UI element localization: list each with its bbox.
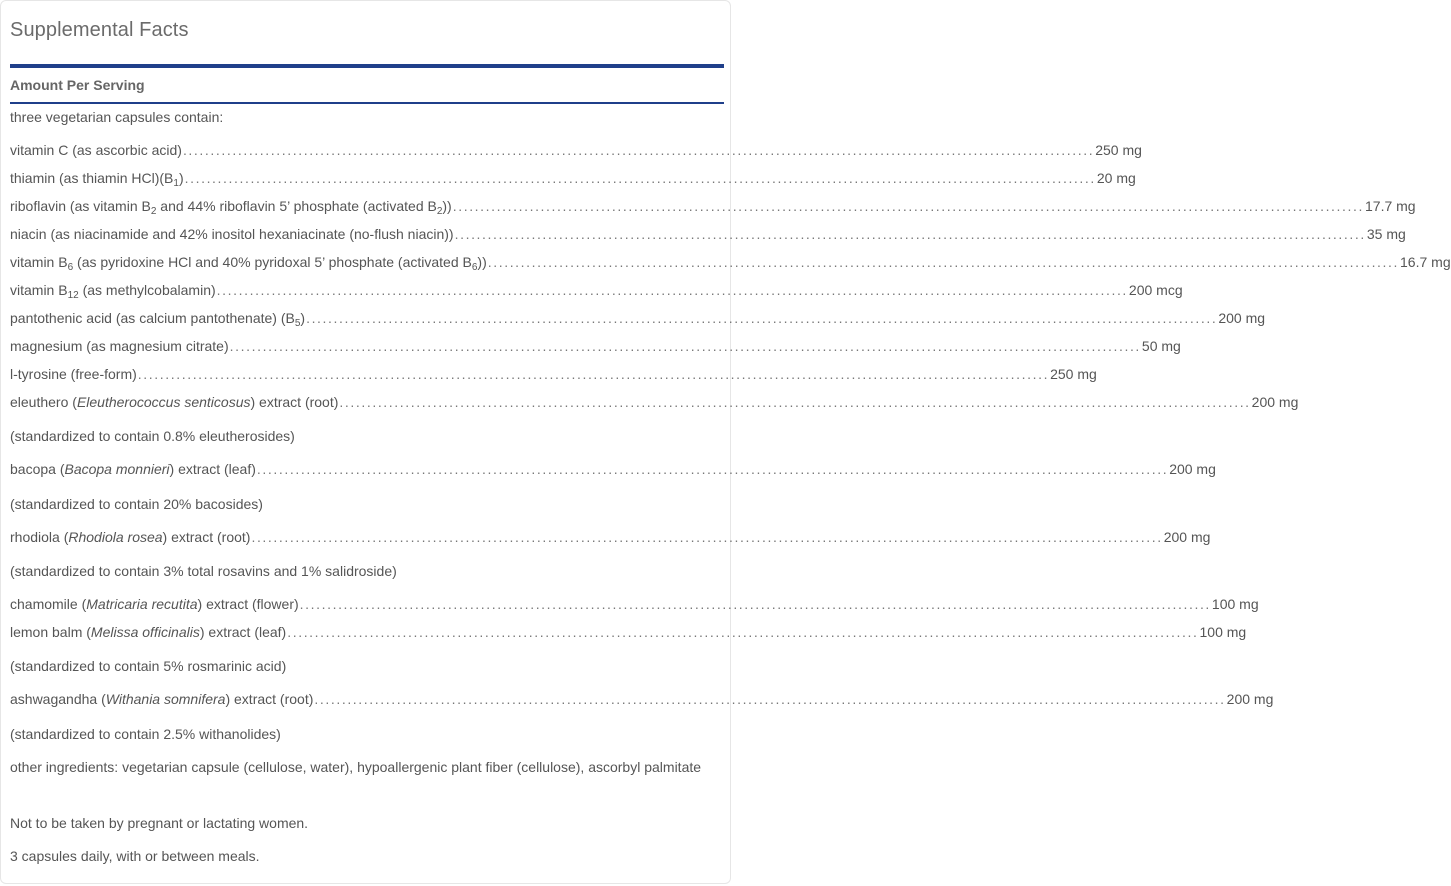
ingredient-amount: 250 mg: [1095, 142, 1142, 158]
ingredient-name: pantothenic acid (as calcium pantothenate) $(B_5)$: [10, 310, 306, 329]
ingredient-name: thiamin (as thiamin $HCl)(B_1)$: [10, 170, 184, 189]
ingredient-name: ashwagandha (Withania somnifera) extract (root): [10, 691, 314, 707]
standardization-note: (standardized to contain 3% total rosavins and 1% salidroside): [10, 563, 397, 579]
dot-leader: ......................................................................................................................................................................: [287, 624, 1199, 640]
ingredient-row-vitamin-b6: [10, 252, 1451, 273]
ingredient-name: chamomile (Matricaria recutita) extract (flower): [10, 596, 299, 612]
ingredient-name: riboflavin (as vitamin $B_2$ and 44% riboflavin 5’ phosphate (activated $B_2$)): [10, 198, 452, 217]
ingredient-amount: 20 mg: [1096, 170, 1136, 186]
dot-leader: ......................................................................................................................................................................: [184, 170, 1096, 186]
ingredient-row-ashwagandha: [10, 689, 1274, 709]
ingredient-amount: 17.7 mg: [1365, 198, 1416, 214]
ingredient-name: eleuthero (Eleutherococcus senticosus) extract (root): [10, 394, 339, 410]
ingredient-amount: 200 mg: [1218, 310, 1266, 326]
dot-leader: ......................................................................................................................................................................: [216, 282, 1128, 298]
ingredient-row-vitamin-c: [10, 140, 1142, 160]
ingredient-amount: 250 mg: [1050, 366, 1097, 382]
dot-leader: ......................................................................................................................................................................: [256, 461, 1169, 477]
ingredient-amount: 200 mg: [1169, 461, 1216, 477]
ingredient-name: niacin (as niacinamide and 42% inositol hexaniacinate (no-flush niacin)): [10, 226, 454, 242]
pregnancy-warning: Not to be taken by pregnant or lactating women.: [10, 815, 309, 831]
ingredient-name: bacopa (Bacopa monnieri) extract (leaf): [10, 461, 256, 477]
dot-leader: ......................................................................................................................................................................: [299, 596, 1211, 612]
other-ingredients: other ingredients: vegetarian capsule (cellulose, water), hypoallergenic plant fiber (cellulose), ascorbyl palmitate: [10, 759, 702, 775]
dot-leader: ......................................................................................................................................................................: [452, 198, 1364, 214]
dot-leader: ......................................................................................................................................................................: [229, 338, 1141, 354]
dot-leader: ......................................................................................................................................................................: [182, 142, 1095, 158]
ingredient-row-thiamin: [10, 168, 1136, 189]
standardization-note: (standardized to contain 2.5% withanolides): [10, 726, 281, 742]
ingredient-row-rhodiola: [10, 527, 1211, 547]
thin-divider: [10, 102, 724, 104]
dot-leader: ......................................................................................................................................................................: [251, 529, 1163, 545]
ingredient-name: vitamin $B_{12}$ (as methylcobalamin): [10, 282, 216, 301]
ingredient-name: vitamin $B_6$ (as pyridoxine HCl and 40% pyridoxal 5’ phosphate (activated $B_6$)): [10, 254, 487, 273]
dot-leader: ......................................................................................................................................................................: [314, 691, 1226, 707]
ingredient-row-l-tyrosine: [10, 364, 1097, 384]
ingredient-row-niacin: [10, 224, 1406, 244]
ingredient-row-vitamin-b12: [10, 280, 1183, 301]
ingredient-name: vitamin C (as ascorbic acid): [10, 142, 182, 158]
ingredient-amount: 16.7 mg: [1400, 254, 1451, 270]
ingredient-amount: 50 mg: [1141, 338, 1181, 354]
ingredient-amount: 200 mcg: [1128, 282, 1183, 298]
ingredient-row-chamomile: [10, 594, 1259, 614]
standardization-note: (standardized to contain 0.8% eleutherosides): [10, 428, 295, 444]
ingredient-row-lemon-balm: [10, 622, 1247, 642]
ingredient-row-pantothenic-acid: [10, 308, 1266, 329]
directions: 3 capsules daily, with or between meals.: [10, 848, 260, 864]
ingredient-amount: 35 mg: [1366, 226, 1406, 242]
ingredient-name: lemon balm (Melissa officinalis) extract (leaf): [10, 624, 287, 640]
panel-title: Supplemental Facts: [10, 19, 189, 41]
ingredient-amount: 200 mg: [1226, 691, 1274, 707]
ingredient-amount: 100 mg: [1199, 624, 1247, 640]
ingredient-amount: 200 mg: [1251, 394, 1299, 410]
standardization-note: (standardized to contain 20% bacosides): [10, 496, 263, 512]
standardization-note: (standardized to contain 5% rosmarinic acid): [10, 658, 287, 674]
serving-note: three vegetarian capsules contain:: [10, 109, 224, 125]
thick-divider: [10, 64, 724, 68]
dot-leader: ......................................................................................................................................................................: [306, 310, 1218, 326]
ingredient-row-eleuthero: [10, 392, 1299, 412]
ingredient-amount: 200 mg: [1163, 529, 1211, 545]
amount-per-serving-header: Amount Per Serving: [10, 77, 145, 93]
dot-leader: ......................................................................................................................................................................: [339, 394, 1251, 410]
ingredient-name: l-tyrosine (free-form): [10, 366, 137, 382]
ingredient-row-bacopa: [10, 459, 1216, 479]
dot-leader: ......................................................................................................................................................................: [454, 226, 1366, 242]
ingredient-name: rhodiola (Rhodiola rosea) extract (root): [10, 529, 251, 545]
ingredient-name: magnesium (as magnesium citrate): [10, 338, 229, 354]
ingredient-amount: 100 mg: [1211, 596, 1259, 612]
ingredient-row-riboflavin: [10, 196, 1416, 217]
ingredient-row-magnesium: [10, 336, 1181, 356]
dot-leader: ......................................................................................................................................................................: [487, 254, 1400, 270]
dot-leader: ......................................................................................................................................................................: [137, 366, 1050, 382]
